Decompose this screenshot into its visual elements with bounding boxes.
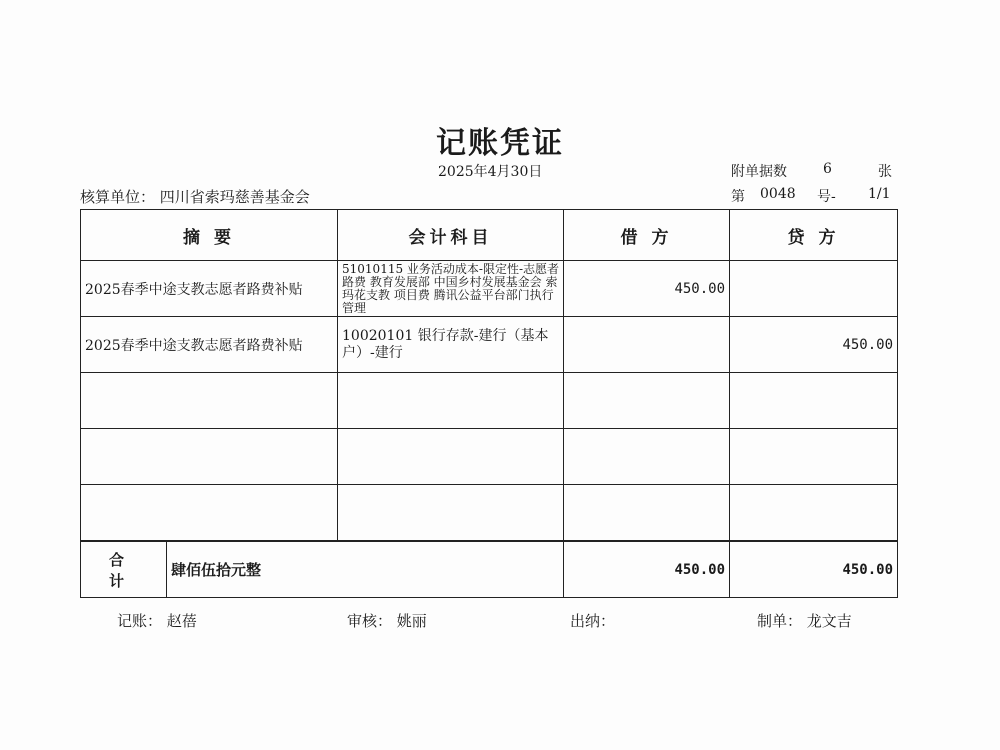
row-debit [564, 373, 730, 429]
row-account: 51010115 业务活动成本-限定性-志愿者路费 教育发展部 中国乡村发展基金会 索玛花支教 项目费 腾讯公益平台部门执行管理 [338, 261, 564, 317]
reviewer [347, 610, 427, 631]
row-debit [564, 429, 730, 485]
voucher-number: 0048 [760, 186, 796, 202]
table-row [81, 429, 898, 485]
reviewer-name: 姚丽 [396, 612, 427, 630]
total-amount-words: 肆佰伍拾元整 [167, 541, 564, 598]
row-debit [564, 485, 730, 542]
row-account: 10020101 银行存款-建行（基本户）-建行 [338, 317, 564, 373]
preparer [757, 610, 852, 631]
row-summary [81, 429, 338, 485]
column-account: 会计科目 [338, 210, 564, 261]
row-summary: 2025春季中途支教志愿者路费补贴 [81, 317, 338, 373]
bookkeeper-label: 记账： [117, 612, 163, 630]
total-debit: 450.00 [564, 541, 730, 598]
bookkeeper [117, 610, 197, 631]
voucher-date: 2025年4月30日 [438, 164, 543, 180]
voucher-title: 记账凭证 [436, 126, 564, 161]
header-row [81, 210, 898, 261]
voucher-number-prefix: 第 [731, 189, 745, 205]
row-credit [730, 485, 898, 542]
accounting-unit-label: 核算单位： [80, 188, 156, 206]
table-row [81, 261, 898, 317]
cashier-label: 出纳： [570, 612, 616, 630]
accounting-unit-name: 四川省索玛慈善基金会 [159, 188, 310, 206]
row-credit [730, 261, 898, 317]
table-row [81, 373, 898, 429]
attachments-count: 6 [823, 161, 832, 177]
accounting-unit [80, 186, 310, 207]
total-row [81, 541, 898, 598]
cashier [570, 610, 615, 631]
table-row [81, 485, 898, 542]
reviewer-label: 审核： [347, 612, 393, 630]
total-credit: 450.00 [730, 541, 898, 598]
row-account [338, 485, 564, 542]
attachments-label: 附单据数 [731, 164, 787, 180]
column-credit: 贷 方 [730, 210, 898, 261]
row-credit [730, 373, 898, 429]
attachments-unit: 张 [878, 164, 892, 180]
voucher-table [80, 209, 898, 598]
row-summary: 2025春季中途支教志愿者路费补贴 [81, 261, 338, 317]
row-debit: 450.00 [564, 261, 730, 317]
row-account [338, 373, 564, 429]
row-debit [564, 317, 730, 373]
table-row [81, 317, 898, 373]
column-debit: 借 方 [564, 210, 730, 261]
voucher-page: 1/1 [868, 186, 891, 202]
total-label: 合 计 [81, 541, 167, 598]
row-credit [730, 429, 898, 485]
row-account [338, 429, 564, 485]
preparer-name: 龙文吉 [806, 612, 852, 630]
row-summary [81, 373, 338, 429]
column-summary: 摘 要 [81, 210, 338, 261]
row-credit: 450.00 [730, 317, 898, 373]
voucher-number-suffix: 号- [817, 189, 836, 205]
row-summary [81, 485, 338, 542]
bookkeeper-name: 赵蓓 [166, 612, 197, 630]
preparer-label: 制单： [757, 612, 803, 630]
